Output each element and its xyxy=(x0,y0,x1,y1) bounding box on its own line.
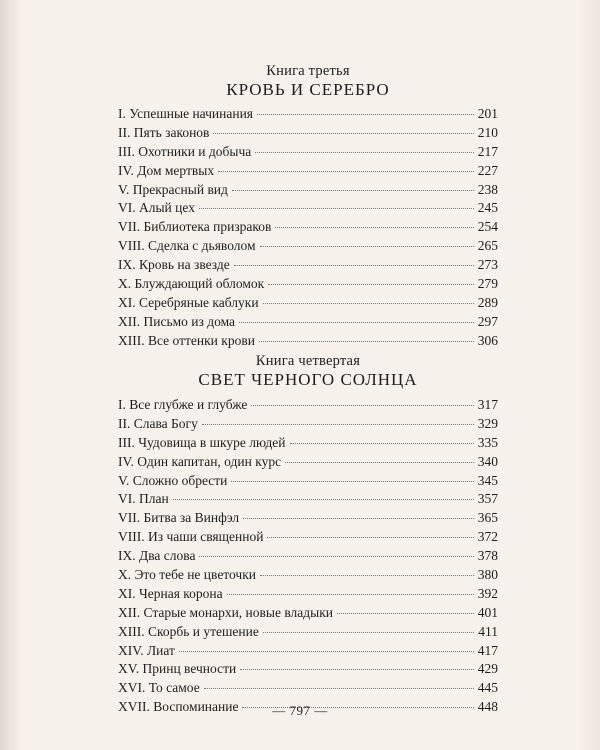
dot-leader xyxy=(267,537,473,538)
dot-leader xyxy=(275,227,473,228)
chapter-title: XII. Письмо из дома xyxy=(118,313,236,329)
chapter-page-number: 401 xyxy=(477,604,498,620)
dot-leader xyxy=(257,114,474,115)
chapter-title: VII. Битва за Винфэл xyxy=(118,510,240,526)
chapter-page-number: 238 xyxy=(477,181,498,197)
chapter-title: XV. Принц вечности xyxy=(118,661,237,677)
toc-entry xyxy=(118,276,498,295)
toc-entry xyxy=(118,314,498,333)
chapter-title: X. Это тебе не цветочки xyxy=(118,567,257,583)
dot-leader xyxy=(234,265,474,266)
dot-leader xyxy=(179,651,474,652)
toc-entry xyxy=(118,144,498,163)
dot-leader xyxy=(255,152,474,153)
toc-entry xyxy=(118,548,498,567)
page-edge-shadow xyxy=(578,0,600,750)
chapter-page-number: 357 xyxy=(477,491,498,507)
book-title: КРОВЬ И СЕРЕБРО xyxy=(226,80,390,99)
chapter-page-number: 411 xyxy=(478,623,498,639)
chapter-title: II. Слава Богу xyxy=(118,415,198,431)
toc-section-book-four xyxy=(118,353,498,718)
chapter-title: XII. Старые монархи, новые владыки xyxy=(118,604,333,620)
chapter-page-number: 340 xyxy=(477,453,498,469)
chapter-title: VI. План xyxy=(118,491,169,507)
toc-entry xyxy=(118,257,498,276)
chapter-title: XIV. Лиат xyxy=(118,642,175,658)
dot-leader xyxy=(251,405,473,406)
chapter-title: X. Блуждающий обломок xyxy=(118,276,265,292)
dot-leader xyxy=(232,190,474,191)
chapter-page-number: 297 xyxy=(477,313,498,329)
chapter-page-number: 279 xyxy=(477,276,498,292)
chapter-title: IX. Кровь на звезде xyxy=(118,257,230,273)
chapter-title: II. Пять законов xyxy=(118,124,210,140)
chapter-page-number: 429 xyxy=(477,661,498,677)
toc-entry xyxy=(118,416,498,435)
toc-entry xyxy=(118,529,498,548)
toc-entry xyxy=(118,454,498,473)
toc-entry xyxy=(118,680,498,699)
toc-entry xyxy=(118,605,498,624)
dot-leader xyxy=(199,208,474,209)
toc-entry xyxy=(118,219,498,238)
dot-leader xyxy=(218,171,474,172)
chapter-title: IX. Два слова xyxy=(118,548,196,564)
dot-leader xyxy=(268,284,474,285)
toc-entry xyxy=(118,333,498,352)
chapter-title: XVII. Воспоминание xyxy=(118,699,239,715)
chapter-page-number: 306 xyxy=(477,332,498,348)
chapter-page-number: 448 xyxy=(477,699,498,715)
chapter-page-number: 245 xyxy=(477,200,498,216)
dot-leader xyxy=(227,594,474,595)
dot-leader xyxy=(204,688,474,689)
chapter-page-number: 335 xyxy=(477,434,498,450)
page-edge-shadow xyxy=(0,0,22,750)
dot-leader xyxy=(259,341,474,342)
toc-entry xyxy=(118,397,498,416)
section-heading xyxy=(118,63,498,100)
chapter-page-number: 201 xyxy=(477,106,498,121)
toc-list xyxy=(118,106,498,352)
toc-entry xyxy=(118,125,498,144)
toc-entry xyxy=(118,200,498,219)
chapter-title: XI. Серебряные каблуки xyxy=(118,294,259,310)
chapter-page-number: 380 xyxy=(477,567,498,583)
chapter-title: I. Все глубже и глубже xyxy=(118,397,248,412)
dot-leader xyxy=(173,499,474,500)
chapter-page-number: 372 xyxy=(477,529,498,545)
toc-entry xyxy=(118,586,498,605)
chapter-page-number: 445 xyxy=(477,680,498,696)
chapter-page-number: 289 xyxy=(477,294,498,310)
chapter-page-number: 378 xyxy=(477,548,498,564)
chapter-title: XI. Черная корона xyxy=(118,585,223,601)
dot-leader xyxy=(231,481,473,482)
toc-entry xyxy=(118,567,498,586)
chapter-title: XVI. То самое xyxy=(118,680,200,696)
chapter-title: XIII. Все оттенки крови xyxy=(118,332,255,348)
chapter-page-number: 227 xyxy=(477,162,498,178)
book-label: Книга четвертая xyxy=(255,353,361,369)
toc-entry xyxy=(118,163,498,182)
chapter-title: III. Охотники и добыча xyxy=(118,143,252,159)
chapter-title: XIII. Скорбь и утешение xyxy=(118,623,259,639)
chapter-page-number: 265 xyxy=(477,238,498,254)
chapter-page-number: 329 xyxy=(477,415,498,431)
chapter-title: IV. Один капитан, один курс xyxy=(118,453,282,469)
dot-leader xyxy=(285,462,474,463)
page-number: — 797 — xyxy=(272,703,328,718)
book-title: СВЕТ ЧЕРНОГО СОЛНЦА xyxy=(198,370,418,389)
dot-leader xyxy=(243,518,474,519)
dot-leader xyxy=(239,322,474,323)
book-label: Книга третья xyxy=(266,63,350,79)
chapter-page-number: 210 xyxy=(477,124,498,140)
toc-entry xyxy=(118,473,498,492)
chapter-title: VI. Алый цех xyxy=(118,200,195,216)
chapter-page-number: 392 xyxy=(477,585,498,601)
chapter-page-number: 365 xyxy=(477,510,498,526)
toc-entry xyxy=(118,106,498,125)
chapter-page-number: 254 xyxy=(477,219,498,235)
toc-entry xyxy=(118,295,498,314)
dot-leader xyxy=(213,133,473,134)
dot-leader xyxy=(263,632,474,633)
chapter-title: V. Прекрасный вид xyxy=(118,181,228,197)
dot-leader xyxy=(202,424,474,425)
chapter-page-number: 273 xyxy=(477,257,498,273)
chapter-title: VIII. Из чаши священной xyxy=(118,529,264,545)
dot-leader xyxy=(263,303,474,304)
toc-entry xyxy=(118,491,498,510)
chapter-title: IV. Дом мертвых xyxy=(118,162,215,178)
chapter-page-number: 345 xyxy=(477,472,498,488)
toc-entry xyxy=(118,624,498,643)
toc-section-book-three xyxy=(118,63,498,352)
chapter-title: VIII. Сделка с дьяволом xyxy=(118,238,256,254)
chapter-page-number: 417 xyxy=(477,642,498,658)
toc-list xyxy=(118,397,498,718)
chapter-page-number: 317 xyxy=(477,397,498,412)
dot-leader xyxy=(290,443,474,444)
dot-leader xyxy=(337,613,474,614)
dot-leader xyxy=(260,246,474,247)
chapter-title: V. Сложно обрести xyxy=(118,472,228,488)
chapter-title: VII. Библиотека призраков xyxy=(118,219,272,235)
dot-leader xyxy=(240,669,474,670)
chapter-title: III. Чудовища в шкуре людей xyxy=(118,434,286,450)
chapter-title: I. Успешные начинания xyxy=(118,106,254,121)
chapter-page-number: 217 xyxy=(477,143,498,159)
dot-leader xyxy=(260,575,474,576)
toc-entry xyxy=(118,182,498,201)
toc-entry xyxy=(118,435,498,454)
toc-entry xyxy=(118,238,498,257)
toc-entry xyxy=(118,510,498,529)
section-heading xyxy=(118,353,498,390)
toc-entry xyxy=(118,643,498,662)
toc-entry xyxy=(118,661,498,680)
dot-leader xyxy=(199,556,473,557)
